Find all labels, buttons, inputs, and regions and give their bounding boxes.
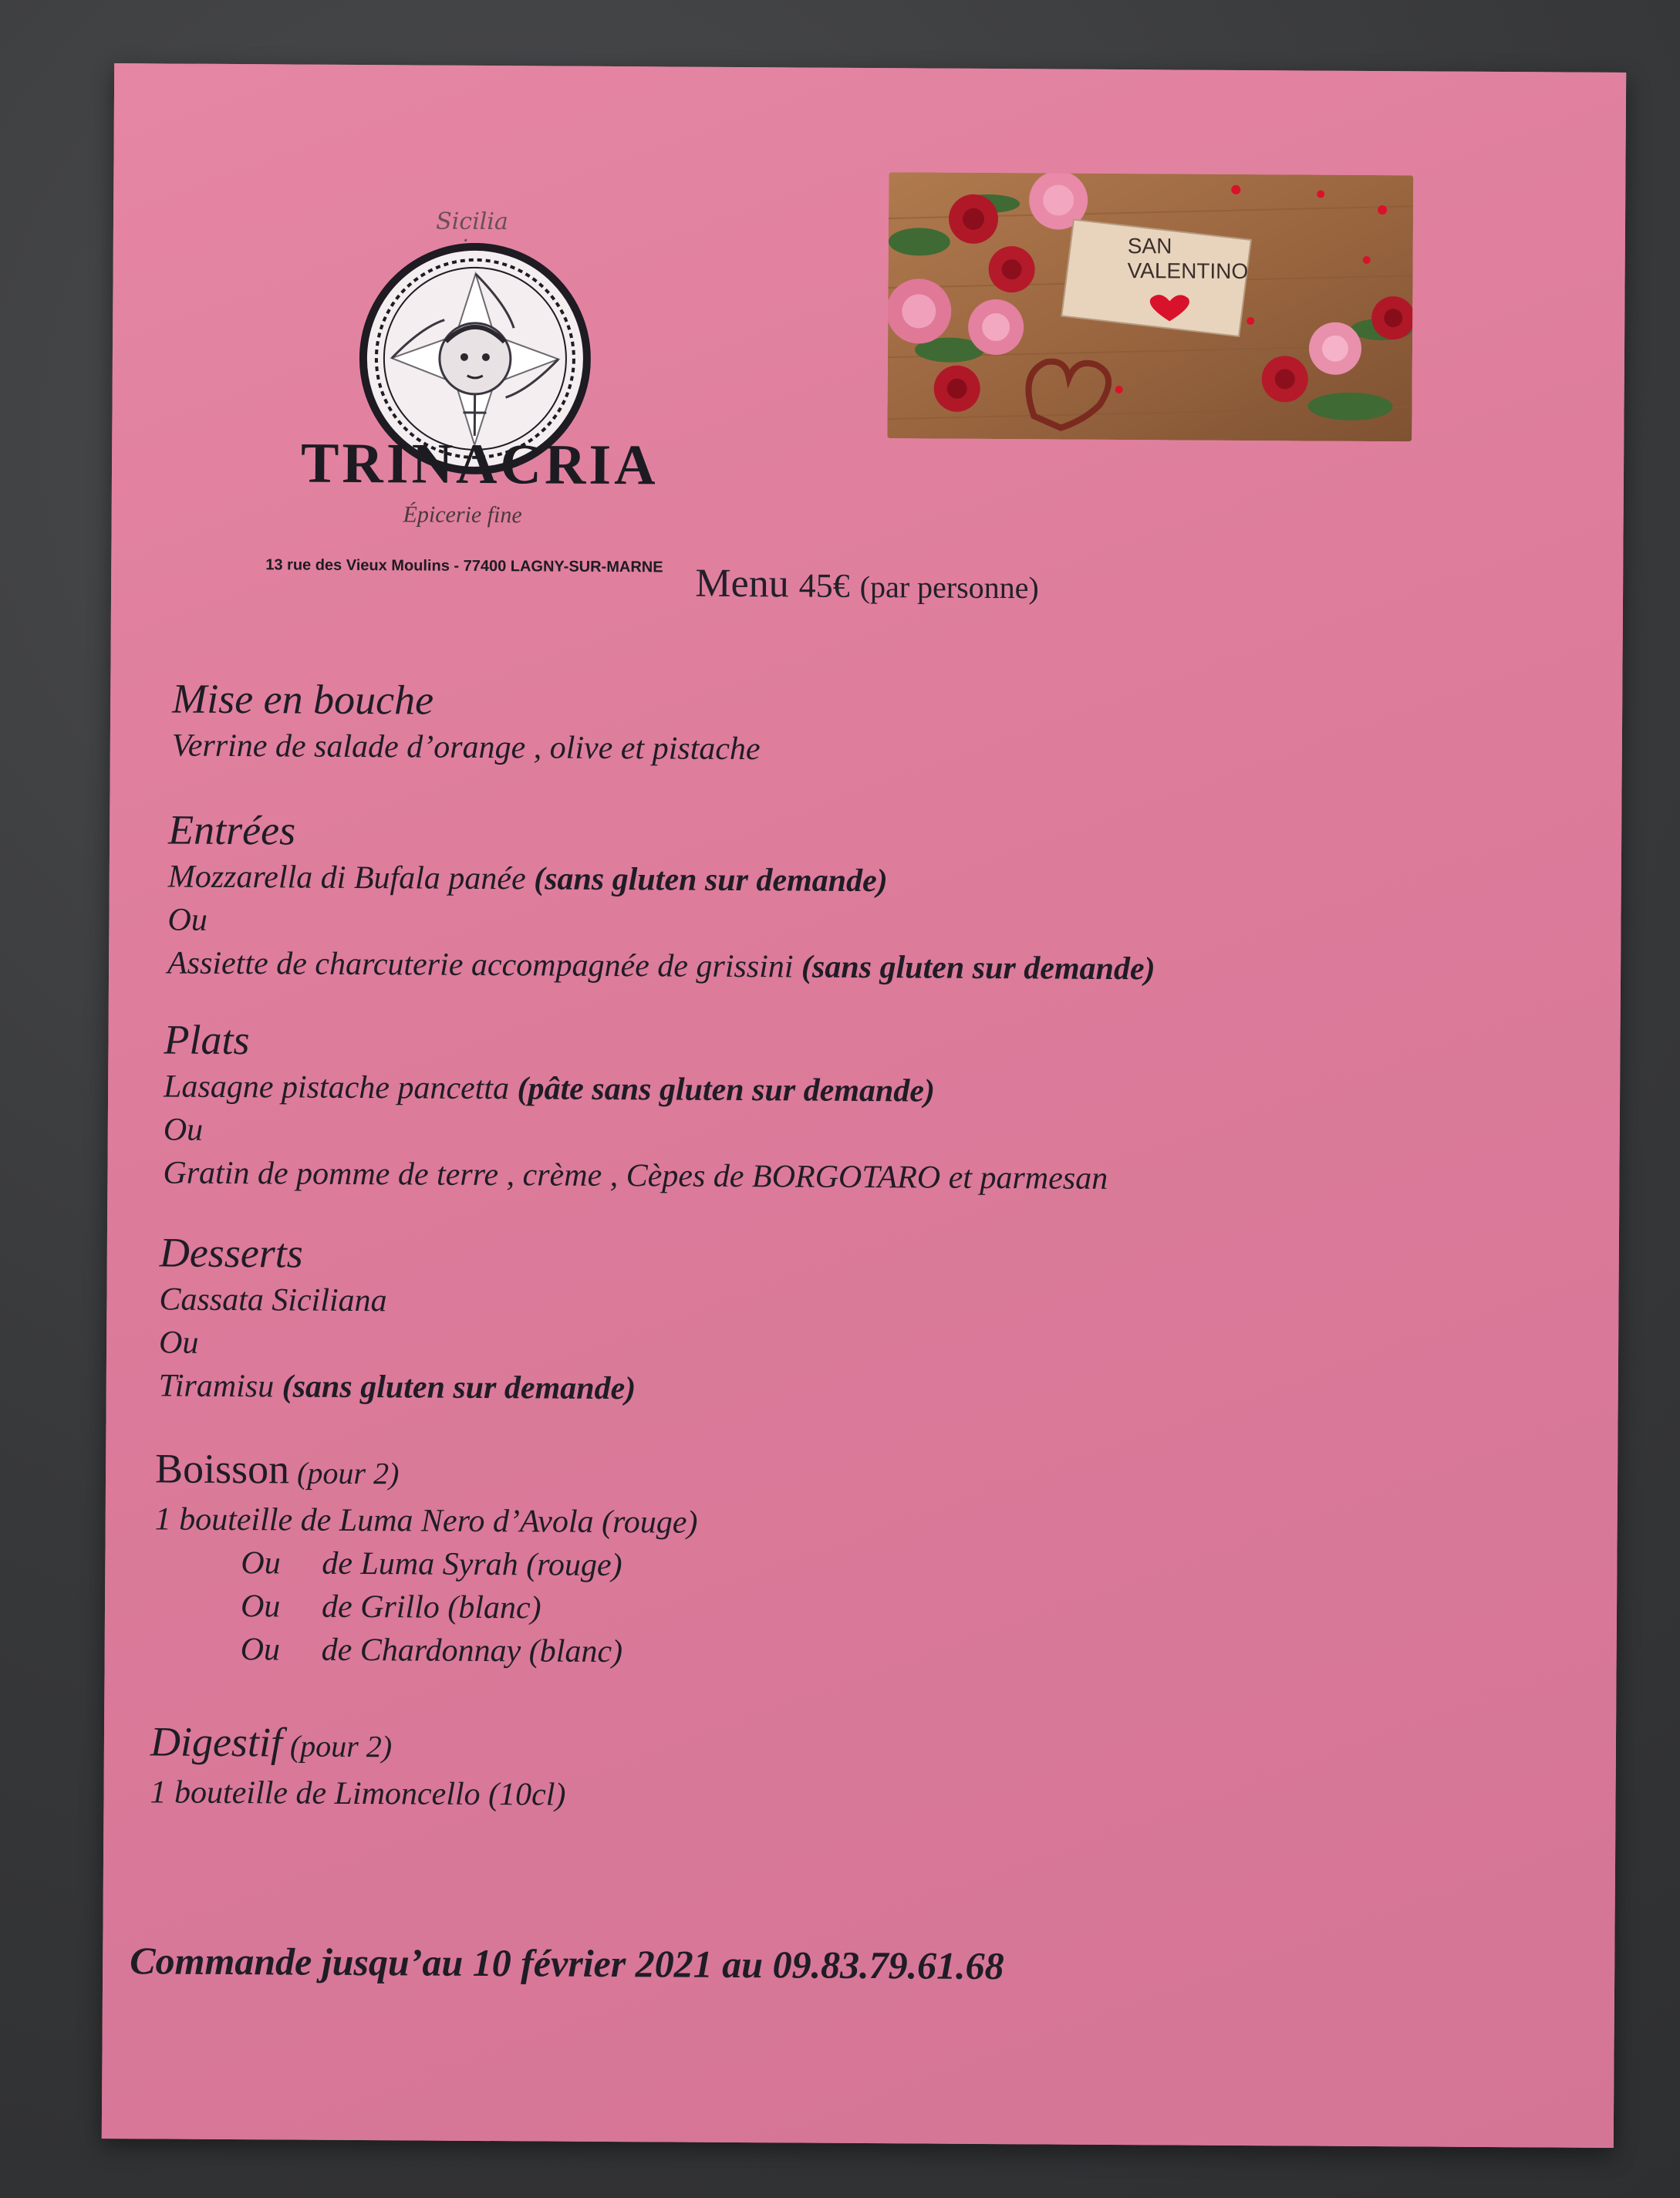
section-mise-en-bouche [172,674,761,771]
restaurant-logo [185,133,663,576]
section-plats [163,1014,1108,1200]
section-digestif [150,1716,566,1816]
section-heading-note: (pour 2) [289,1455,400,1491]
menu-title-label: Menu [695,561,789,606]
section-boisson [154,1443,699,1673]
gluten-free-note: (sans gluten sur demande) [534,861,888,900]
or-separator: Ou [167,902,207,938]
section-heading-note: (pour 2) [282,1728,393,1764]
or-separator: Ou [240,1632,281,1668]
brand-name: TRINACRIA [300,431,659,498]
section-heading: Boisson (pour 2) [154,1445,400,1493]
menu-item: Ou de Luma Syrah (rouge) [154,1541,697,1587]
or-separator: Ou [240,1589,281,1625]
gluten-free-note: (pâte sans gluten sur demande) [517,1071,936,1109]
section-heading: Plats [164,1016,250,1064]
menu-title [111,557,1623,612]
or-separator: Ou [158,1325,199,1361]
order-deadline-footer: Commande jusqu’au 10 février 2021 au 09.83.79.61.68 [130,1939,1004,1988]
menu-item: Assiette de charcuterie accompagnée de grissini (sans gluten sur demande) [167,945,1155,988]
menu-item: Mozzarella di Bufala panée (sans gluten sur demande) [167,859,888,900]
section-desserts [159,1227,637,1410]
san-valentino-tag-text: SAN VALENTINO [1127,234,1249,284]
section-heading: Entrées [167,806,296,854]
menu-item: 1 bouteille de Limoncello (10cl) [150,1774,566,1813]
brand-subtitle: Épicerie fine [403,501,522,528]
or-separator: Ou [163,1112,204,1148]
section-heading: Desserts [159,1229,303,1277]
menu-item: Ou de Grillo (blanc) [154,1584,697,1630]
roses-illustration [887,172,1413,441]
restaurant-address: 13 rue des Vieux Moulins - 77400 LAGNY-SUR-MARNE [265,556,663,576]
section-entrees [167,804,1156,991]
menu-item: Verrine de salade d’orange , olive et pistache [171,728,761,768]
menu-item: Lasagne pistache pancetta (pâte sans gluten sur demande) [163,1069,936,1109]
gluten-free-note: (sans gluten sur demande) [282,1369,636,1407]
section-heading: Digestif (pour 2) [150,1718,393,1766]
gluten-free-note: (sans gluten sur demande) [801,949,1155,988]
menu-item: Gratin de pomme de terre , crème , Cèpes de BORGOTARO et parmesan [163,1155,1108,1197]
menu-item: 1 bouteille de Luma Nero d’Avola (rouge) [154,1501,698,1541]
menu-card [102,63,1626,2148]
logo-script-text: Sicilia [436,208,508,236]
menu-item: Tiramisu (sans gluten sur demande) [158,1368,636,1407]
menu-price: 45€ [798,566,850,605]
menu-item: Ou de Chardonnay (blanc) [154,1627,697,1673]
section-heading: Mise en bouche [172,675,434,724]
or-separator: Ou [241,1545,281,1582]
menu-price-note: (par personne) [859,569,1039,606]
menu-item: Cassata Siciliana [159,1281,387,1319]
san-valentino-photo [887,172,1413,441]
